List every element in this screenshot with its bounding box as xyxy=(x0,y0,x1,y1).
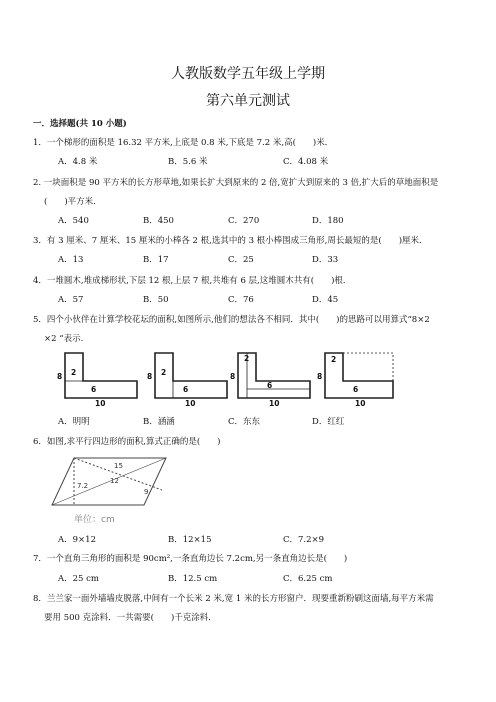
question-2-cont: ( )平方米． xyxy=(44,197,102,207)
option-c: C．东东 xyxy=(228,417,261,427)
option-b: B．涵涵 xyxy=(143,417,175,427)
option-b: B．450 xyxy=(143,216,174,226)
fig-b-label-10: 10 xyxy=(185,399,196,407)
option-b: B．50 xyxy=(143,295,169,305)
option-a: A．4.8 米 xyxy=(58,157,98,167)
option-c: C．270 xyxy=(228,216,260,226)
fig-label-12: 12 xyxy=(110,477,119,485)
question-3: 3．有 3 厘米、7 厘米、15 厘米的小棒各 2 根,选其中的 3 根小棒围成三角形,周长最短的是( )厘米． xyxy=(33,236,428,246)
question-8-cont: 要用 500 克涂料．一共需要( )千克涂料． xyxy=(44,613,217,623)
question-6: 6．如图,求平行四边形的面积,算式正确的是( ) xyxy=(33,437,221,447)
question-7: 7．一个直角三角形的面积是 90cm²,一条直角边长 7.2cm,另一条直角边长是( ) xyxy=(33,554,348,564)
option-a: A．25 cm xyxy=(58,574,99,584)
fig-c-label-8: 8 xyxy=(230,372,236,381)
question-5: 5．四个小伙伴在计算学校花坛的面积,如图所示,他们的想法各不相同．其中( )的思路可以用算式“8×2 xyxy=(33,315,430,325)
fig-label-15: 15 xyxy=(114,462,123,470)
option-a: A．明明 xyxy=(58,417,90,427)
option-a: A．13 xyxy=(58,255,84,265)
option-a: A．9×12 xyxy=(58,535,96,545)
fig-b-label-8: 8 xyxy=(147,372,153,381)
question-4: 4．一堆圆木,堆成梯形状,下层 12 根,上层 7 根,共堆有 6 层,这堆圆木共有( )根． xyxy=(33,276,352,286)
page-subtitle: 第六单元测试 xyxy=(206,93,290,109)
fig-label-7-2: 7.2 xyxy=(77,482,89,490)
fig-label-9: 9 xyxy=(144,488,149,496)
question-2: 2. 一块面积是 90 平方米的长方形草地,如果长扩大到原来的 2 倍,宽扩大到原来的 3 倍,扩大后的草地面积是 xyxy=(33,178,439,188)
fig-b-label-2: 2 xyxy=(161,368,167,377)
section-heading: 一．选择题(共 10 小题) xyxy=(33,119,127,129)
fig-d-label-10: 10 xyxy=(355,399,366,407)
q6-figure-parallelogram xyxy=(50,450,175,528)
fig-d-label-8: 8 xyxy=(317,372,323,381)
fig-a-label-8: 8 xyxy=(57,372,63,381)
fig-a-label-10: 10 xyxy=(95,399,106,407)
option-c: C．4.08 米 xyxy=(283,157,329,167)
option-d: D．180 xyxy=(312,216,344,226)
fig-d-label-6: 6 xyxy=(353,385,359,394)
q5-figure-l-shapes xyxy=(55,349,395,407)
fig-b-label-6: 6 xyxy=(183,385,189,394)
question-5-cont: ×2 “表示. xyxy=(44,334,84,344)
fig-d-label-2: 2 xyxy=(331,355,337,364)
fig-a-label-2: 2 xyxy=(71,368,77,377)
fig-unit-label: 单位：cm xyxy=(74,515,115,525)
fig-c-label-6: 6 xyxy=(267,381,273,390)
option-d: D．红红 xyxy=(312,417,345,427)
option-c: C．76 xyxy=(228,295,254,305)
page-title: 人教版数学五年级上学期 xyxy=(171,66,325,82)
option-a: A．540 xyxy=(58,216,89,226)
option-c: C．7.2×9 xyxy=(283,535,325,545)
option-b: B．5.6 米 xyxy=(168,157,208,167)
question-1: 1．一个梯形的面积是 16.32 平方米,上底是 0.8 米,下底是 7.2 米,高( )米． xyxy=(33,138,334,148)
fig-a-label-6: 6 xyxy=(91,385,97,394)
option-b: B．17 xyxy=(143,255,169,265)
option-c: C．25 xyxy=(228,255,254,265)
fig-c-label-10: 10 xyxy=(269,399,280,407)
option-d: D．45 xyxy=(312,295,339,305)
option-d: D．33 xyxy=(312,255,339,265)
option-b: B．12×15 xyxy=(168,535,212,545)
fig-c-label-2: 2 xyxy=(244,354,250,363)
option-a: A．57 xyxy=(58,295,84,305)
option-b: B．12.5 cm xyxy=(168,574,218,584)
question-8: 8．兰兰家一面外墙墙皮脱落,中间有一个长米 2 米,宽 1 米的长方形窗户．现要重新粉刷这面墙,每平方米需 xyxy=(33,594,434,604)
option-c: C．6.25 cm xyxy=(283,574,333,584)
